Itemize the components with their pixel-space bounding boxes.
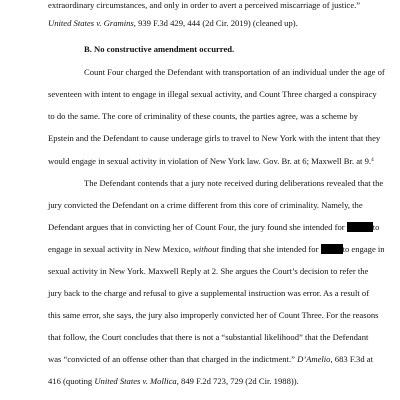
citation-text: , 849 F.2d 723, 729 (2d Cir. 1988)). (176, 376, 299, 386)
redaction-box (321, 244, 343, 254)
body-text-line: jury back to the charge and refusal to give a supplemental instruction was error. As a result of (48, 288, 370, 298)
body-text-line: jury convicted the Defendant on a crime different from this core of criminality. Namely, the (48, 200, 363, 210)
body-text: to (372, 222, 380, 232)
body-text-line (48, 376, 299, 387)
body-text: Defendant argues that in convicting her of Count Four, the jury found she intended for (48, 222, 345, 232)
body-text: was “convicted of an offense other than that charged in the indictment.” (48, 354, 298, 364)
body-text-line: seventeen with intent to engage in illegal sexual activity, and Count Three charged a conspiracy (48, 89, 377, 99)
body-text: 416 (quoting (48, 376, 95, 386)
body-text-line (48, 155, 374, 166)
case-name: United States v. Mollica (94, 376, 177, 386)
case-name: D’Amelio (297, 354, 331, 364)
body-text-line: The Defendant contends that a jury note received during deliberations revealed that the (84, 178, 384, 188)
body-text-line: sexual activity in New York. Maxwell Reply at 2. She argues the Court’s decision to refer the (48, 266, 369, 276)
body-text: would engage in sexual activity in violation of New York law. Gov. Br. at 6; Maxwell Br. at 9. (48, 156, 372, 166)
redaction-box (347, 222, 373, 232)
body-text-line: Epstein and the Defendant to cause underage girls to travel to New York with the intent that they (48, 133, 381, 143)
body-text: to engage in (342, 244, 385, 254)
case-name: United States v. Gramins (48, 18, 134, 28)
body-text-line (48, 244, 385, 255)
body-text-line (48, 354, 373, 365)
body-text-line (48, 222, 379, 233)
body-text-line: Count Four charged the Defendant with transportation of an individual under the age of (84, 67, 385, 77)
body-text-line: that follow, the Court concludes that there is not a “substantial likelihood” that the Defendant (48, 332, 369, 342)
section-heading: B. No constructive amendment occurred. (84, 44, 235, 54)
footnote-reference: 4 (371, 157, 374, 163)
emphasis-text: without (193, 244, 219, 254)
citation-text: , 683 F.3d at (330, 354, 374, 364)
body-text-line: this same error, she says, the jury also improperly convicted her of Count Three. For the reasons (48, 310, 379, 320)
citation-text: , 939 F.3d 429, 444 (2d Cir. 2019) (cleaned up). (133, 18, 298, 28)
body-text-line: extraordinary circumstances, and only in order to avert a perceived miscarriage of justice.” (48, 0, 361, 10)
body-text-line: to do the same. The core of criminality of these counts, the parties agree, was a scheme by (48, 111, 359, 121)
body-text: finding that she intended for (218, 244, 319, 254)
body-text: engage in sexual activity in New Mexico, (48, 244, 194, 254)
citation-line (48, 18, 298, 29)
